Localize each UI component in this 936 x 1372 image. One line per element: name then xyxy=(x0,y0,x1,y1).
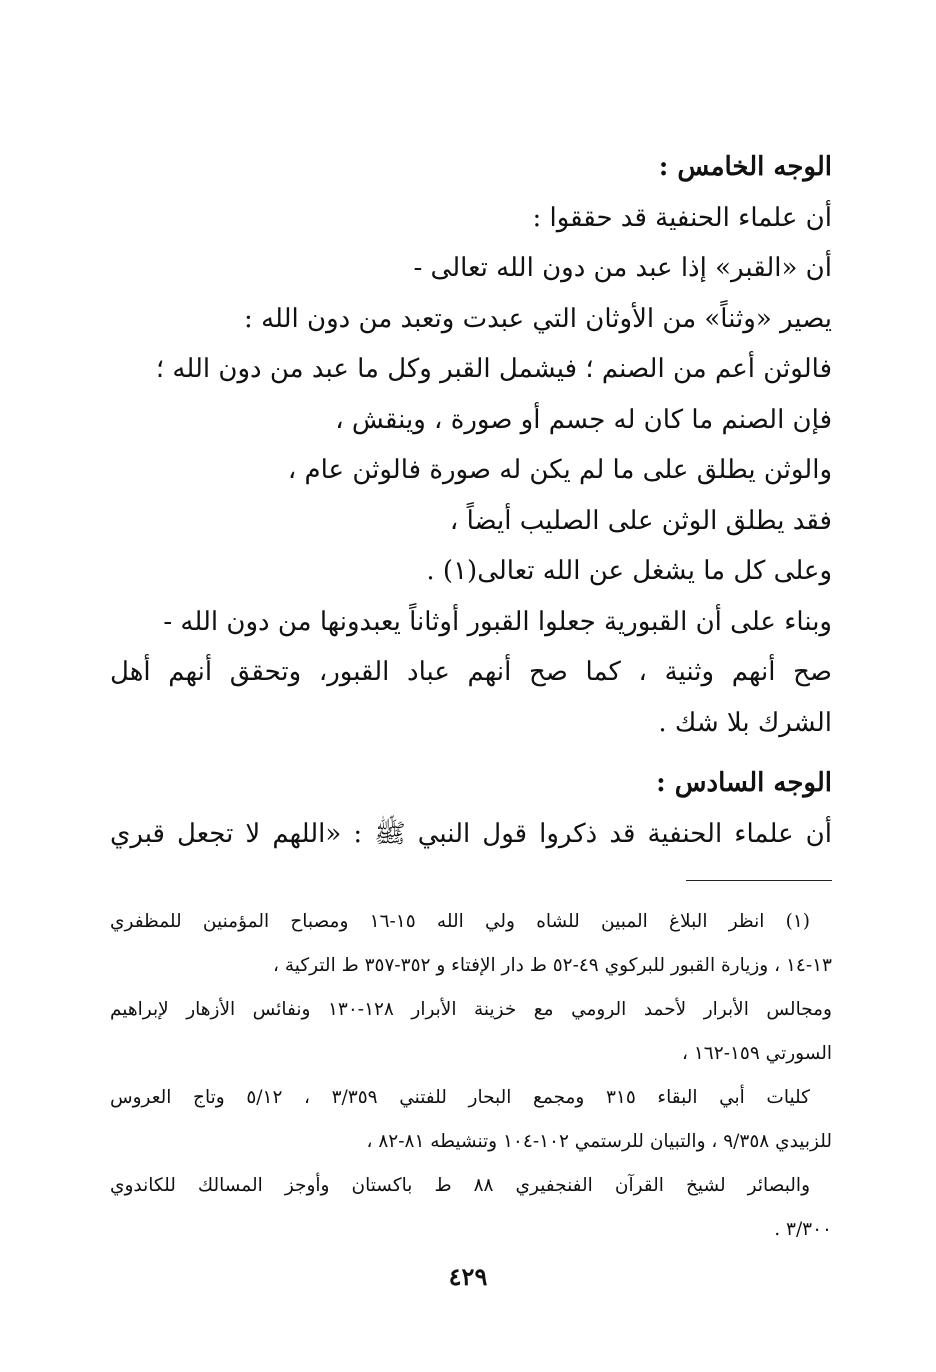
text-line: صح أنهم وثنية ، كما صح أنهم عباد القبور، وتحقق أنهم أهل xyxy=(110,657,832,687)
text-line: أن «القبر» إذا عبد من دون الله تعالى - xyxy=(413,253,832,283)
footnotes xyxy=(110,900,832,1252)
text-line: فقد يطلق الوثن على الصليب أيضاً ، xyxy=(449,505,832,536)
section-heading-fifth: الوجه الخامس : xyxy=(658,152,832,182)
text-line: أن علماء الحنفية قد ذكروا قول النبي ﷺ : «اللهم لا تجعل قبري xyxy=(110,818,832,849)
text-line: وبناء على أن القبورية جعلوا القبور أوثاناً يعبدونها من دون الله - xyxy=(163,606,832,637)
footnote-line: والبصائر لشيخ القرآن الفنجفيري ٨٨ ط باكستان وأوجز المسالك للكاندوي xyxy=(110,1175,811,1196)
footnote-line: للزبيدي ٩/٣٥٨ ، والتبيان للرستمي ١٠٢-١٠٤ وتنشيطه ٨١-٨٢ ، xyxy=(366,1131,832,1152)
text-line: وعلى كل ما يشغل عن الله تعالى(١) . xyxy=(426,556,832,586)
text-line: فإن الصنم ما كان له جسم أو صورة ، وينقش ، xyxy=(335,404,832,435)
footnote-line: ومجالس الأبرار لأحمد الرومي مع خزينة الأبرار ١٢٨-١٣٠ ونفائس الأزهار لإبراهيم xyxy=(110,999,832,1020)
page-number: ٤٢٩ xyxy=(448,1262,488,1291)
main-text xyxy=(110,142,832,859)
text-line: والوثن يطلق على ما لم يكن له صورة فالوثن عام ، xyxy=(287,455,832,485)
section-heading-sixth: الوجه السادس : xyxy=(656,768,832,798)
footnote-line: كليات أبي البقاء ٣١٥ ومجمع البحار للفتني ٣/٣٥٩ ، ٥/١٢ وتاج العروس xyxy=(110,1087,810,1108)
paragraph-gap xyxy=(110,748,832,758)
text-line: أن علماء الحنفية قد حققوا : xyxy=(532,202,832,233)
footnote-line: السورتي ١٥٩-١٦٢ ، xyxy=(682,1043,832,1064)
text-line: الشرك بلا شك . xyxy=(658,707,832,738)
footnote-line: (١) انظر البلاغ المبين للشاه ولي الله ١٥-١٦ ومصباح المؤمنين للمظفري xyxy=(110,911,810,932)
text-line: يصير «وثناً» من الأوثان التي عبدت وتعبد من دون الله : xyxy=(244,303,832,334)
footnote-line: ١٣-١٤ ، وزيارة القبور للبركوي ٤٩-٥٢ ط دار الإفتاء و ٣٥٢-٣٥٧ ط التركية ، xyxy=(272,955,832,976)
footnote-line: ٣/٣٠٠ . xyxy=(774,1219,832,1240)
text-line: فالوثن أعم من الصنم ؛ فيشمل القبر وكل ما عبد من دون الله ؛ xyxy=(155,354,832,384)
footnote-separator xyxy=(686,880,832,881)
